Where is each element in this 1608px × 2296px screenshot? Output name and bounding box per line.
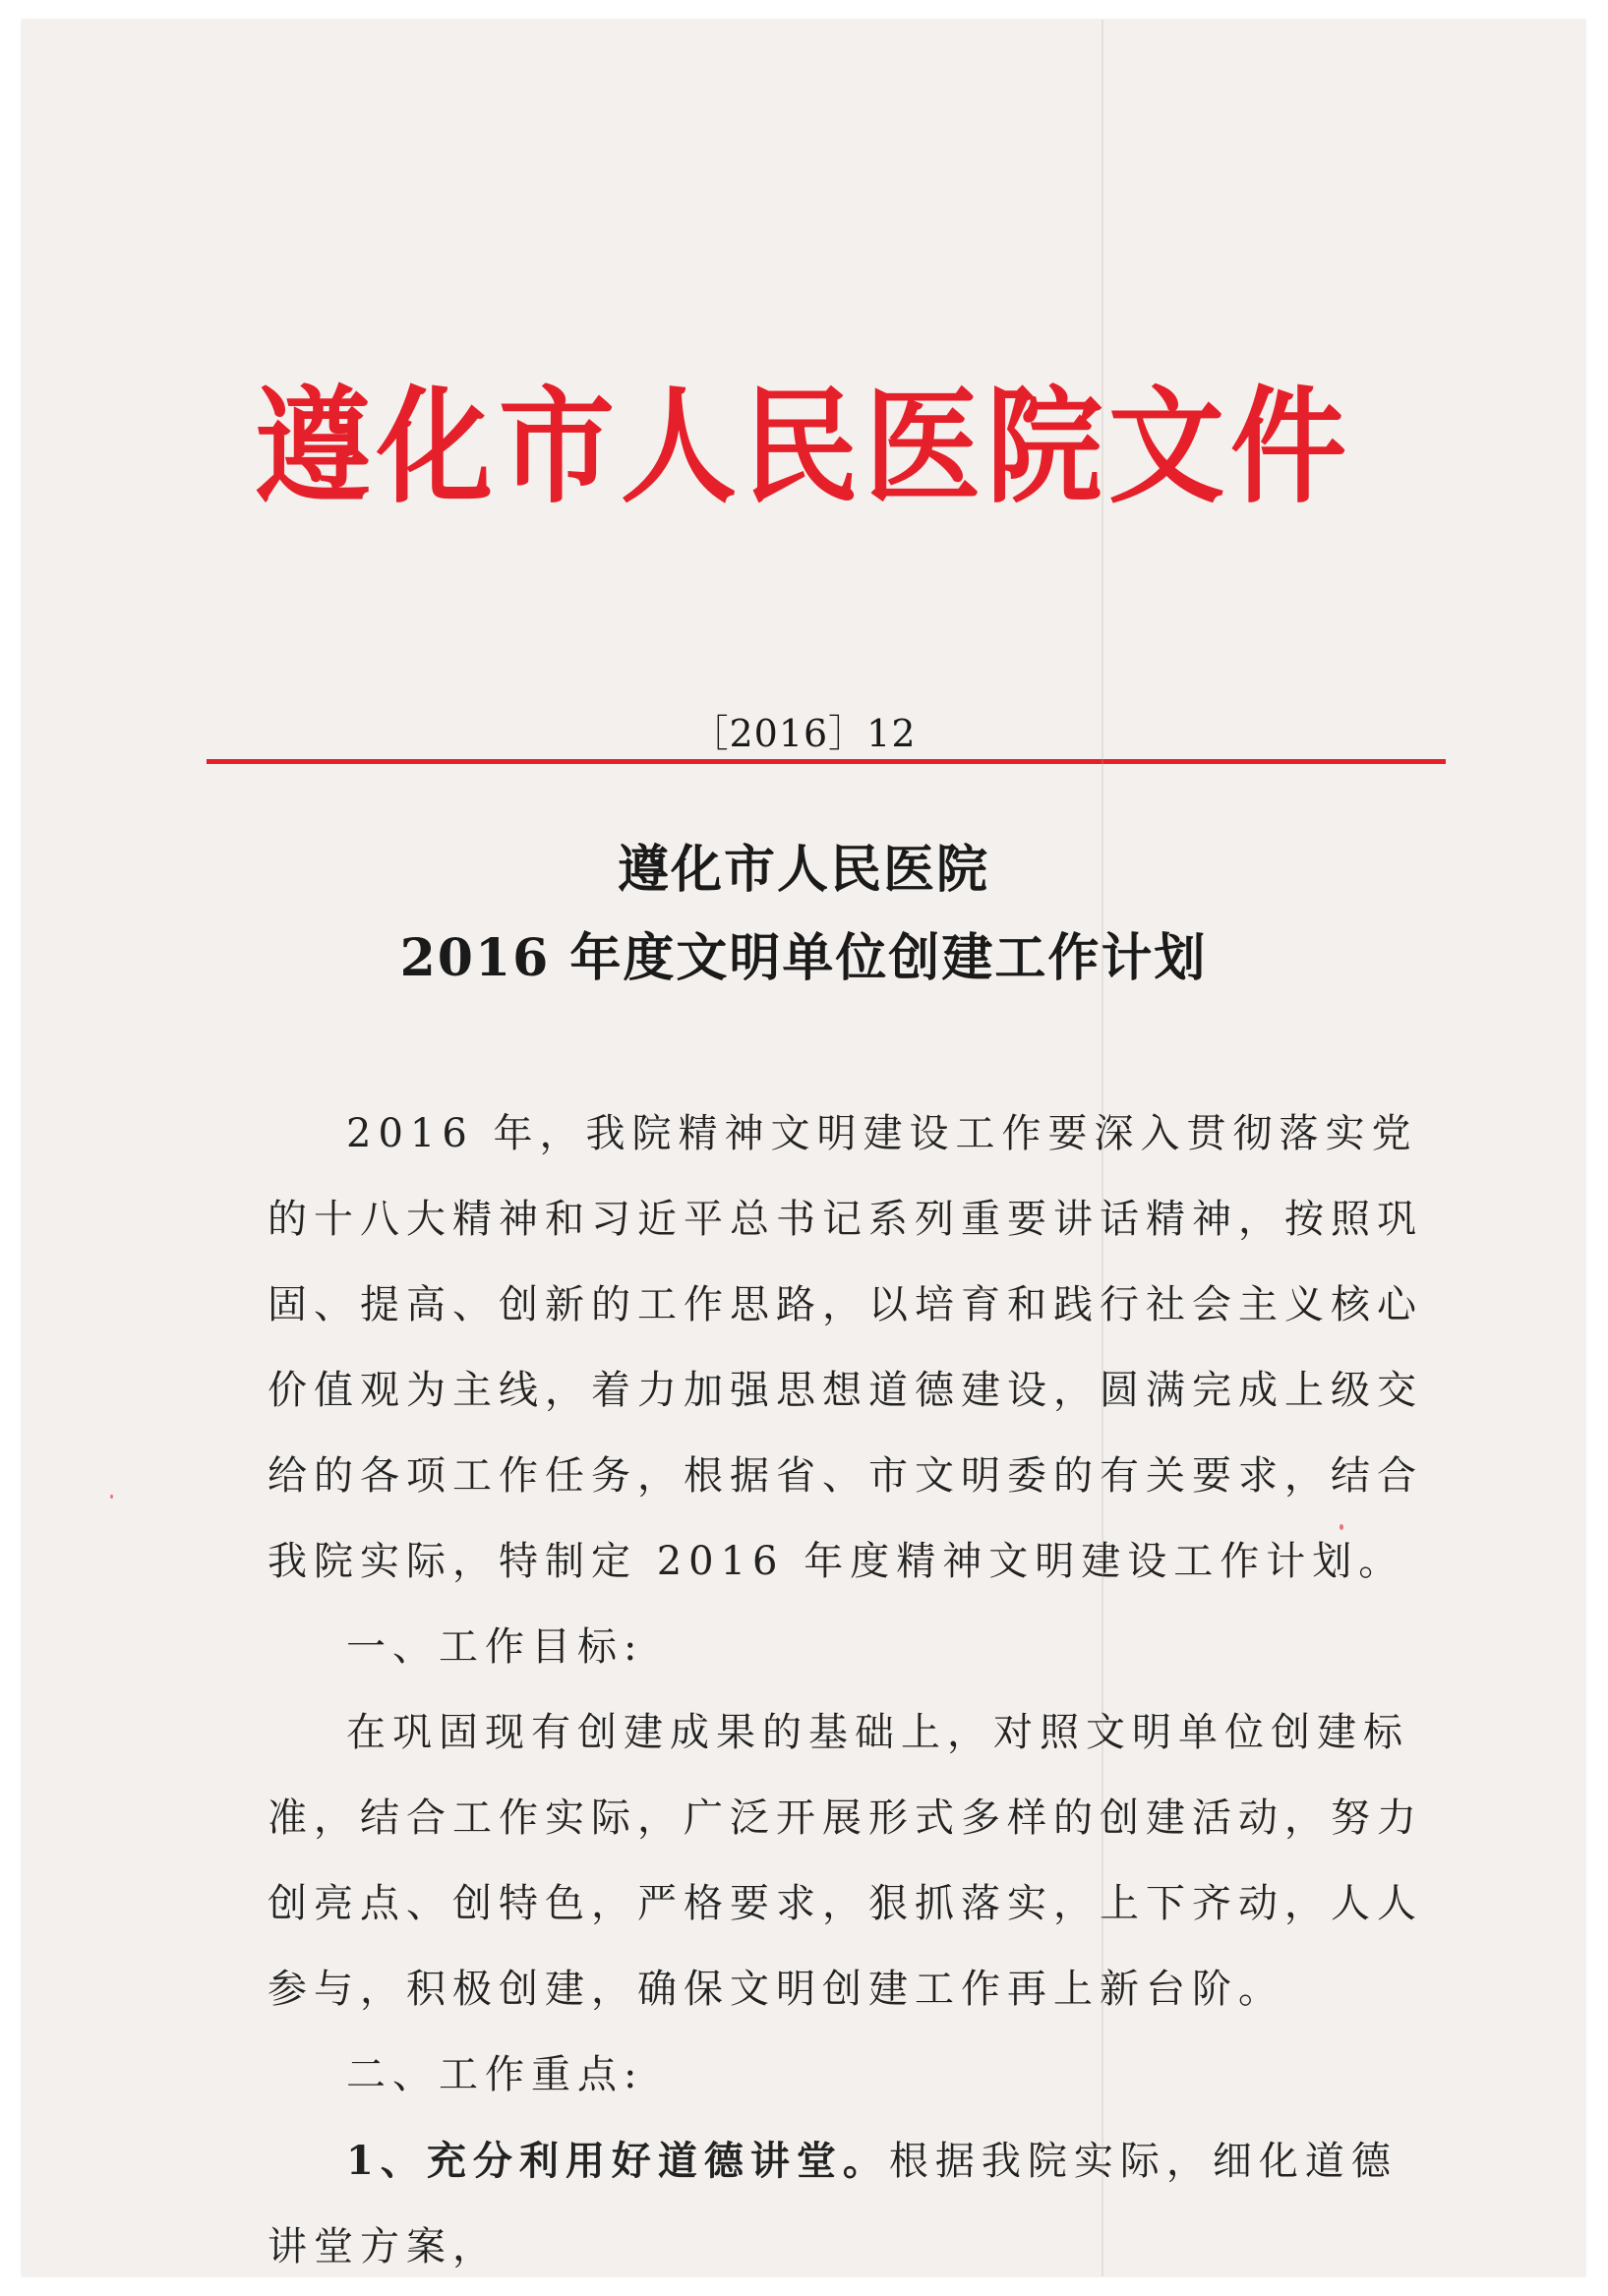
red-speck <box>1340 1524 1343 1530</box>
focus-item-1-text: 根据我院实际，细化道德讲堂方案， <box>268 2139 1398 2269</box>
document-title-line2: 2016 年度文明单位创建工作计划 <box>399 928 1208 988</box>
document-body <box>268 1091 1438 2290</box>
section-heading-focus: 二、工作重点: <box>346 2052 644 2097</box>
document-page <box>22 20 1585 2276</box>
section-heading-goals: 一、工作目标: <box>346 1624 644 1670</box>
red-divider-line <box>207 759 1446 764</box>
focus-item-1-lead: 1、充分利用好道德讲堂。 <box>346 2138 889 2184</box>
intro-paragraph: 2016 年，我院精神文明建设工作要深入贯彻落实党的十八大精神和习近平总书记系列重要讲话精神，按照巩固、提高、创新的工作思路，以培育和践行社会主义核心价值观为主线，着力加强思想道德建设，圆满完成上级交给的各项工作任务，根据省、市文明委的有关要求，结合我院实际，特制定 2016 年度精神文明建设工作计划。 <box>268 1111 1423 1584</box>
document-title-line1: 遵化市人民医院 <box>617 840 989 900</box>
focus-item-1 <box>268 2118 1438 2290</box>
red-speck <box>110 1495 113 1499</box>
document-masthead: 遵化市人民医院文件 <box>254 372 1352 520</box>
goals-paragraph: 在巩固现有创建成果的基础上，对照文明单位创建标准，结合工作实际，广泛开展形式多样的创建活动，努力创亮点、创特色，严格要求，狠抓落实，上下齐动，人人参与，积极创建，确保文明创建工作再上新台阶。 <box>268 1710 1423 2012</box>
document-number: ［2016］12 <box>690 712 917 755</box>
